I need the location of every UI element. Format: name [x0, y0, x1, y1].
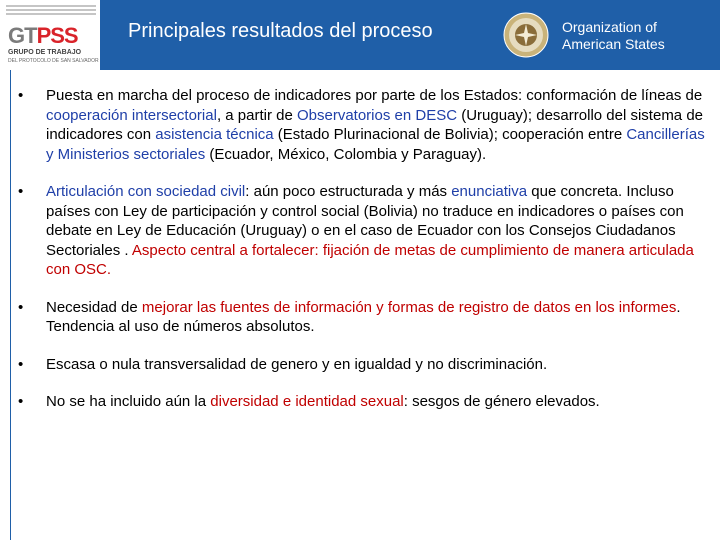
logo-letters: GTPSS	[8, 23, 78, 48]
bullet-item-sexual-diversity	[18, 392, 716, 412]
gtpss-logo	[6, 5, 100, 67]
bullet-item-civil-society	[18, 182, 716, 280]
bullet-text: Puesta en marcha del proceso de indicadores por parte de los Estados: conformación de líneas de	[46, 87, 703, 104]
slide-title: Principales resultados del proceso	[128, 20, 433, 42]
bullet-glyph: •	[18, 87, 24, 104]
highlight-blue: Observatorios en DESC	[296, 106, 458, 124]
logo-subtitle-2: DEL PROTOCOLO DE SAN SALVADOR	[8, 58, 99, 64]
logo-subtitle: GRUPO DE TRABAJO	[8, 49, 82, 56]
logo-stripes	[6, 5, 96, 17]
bullet-item-transversality	[18, 355, 716, 375]
bullet-text: (Uruguay); desarrollo del sistema de indicadores con	[46, 106, 704, 143]
slide-header	[0, 0, 720, 70]
bullet-glyph: •	[18, 298, 24, 316]
highlight-red: mejorar las fuentes de información y formas de registro de datos en los informes	[141, 298, 677, 316]
bullet-text: , a partir de	[216, 106, 297, 124]
oas-seal-icon	[503, 12, 549, 58]
oas-name	[562, 19, 665, 53]
bullet-text: : sesgos de género elevados.	[403, 393, 600, 410]
bullet-text: . Tendencia al uso de números absolutos.	[46, 298, 681, 335]
bullet-text: que concreta. Incluso países con Ley de participación y control social (Bolivia) no traduce en indicadores o países con debate en Ley de Educación (Uruguay) o en el caso de Ecuador con los Consejos Ciudadanos Sectoriales .	[46, 183, 684, 259]
bullet-text: No se ha incluido aún la	[46, 393, 211, 410]
highlight-blue: asistencia técnica	[155, 126, 274, 143]
highlight-blue: Articulación con sociedad civil	[46, 183, 246, 200]
oas-line-1: Organization of	[562, 19, 657, 35]
bullet-text: Escasa o nula transversalidad de genero y en igualdad y no discriminación.	[46, 355, 548, 373]
highlight-red: Aspecto central a fortalecer: fijación de metas de cumplimiento de manera articulada con OSC.	[46, 241, 694, 278]
highlight-blue: cooperación intersectorial	[46, 106, 217, 124]
bullet-glyph: •	[18, 393, 24, 410]
highlight-red: diversidad e identidad sexual	[210, 393, 404, 410]
bullet-item-implementation	[18, 86, 716, 164]
bullet-item-information-sources	[18, 298, 716, 337]
bullet-text: (Ecuador, México, Colombia y Paraguay).	[205, 145, 487, 163]
bullet-list	[18, 86, 716, 430]
highlight-blue: enunciativa	[451, 183, 528, 200]
bullet-glyph: •	[18, 183, 24, 200]
bullet-text: : aún poco estructurada y más	[245, 183, 452, 200]
oas-line-2: American States	[562, 36, 665, 52]
bullet-glyph: •	[18, 355, 24, 373]
left-rule	[10, 70, 11, 540]
highlight-blue: Cancillerías y Ministerios sectoriales	[46, 126, 705, 163]
bullet-text: Necesidad de	[46, 298, 142, 316]
bullet-text: (Estado Plurinacional de Bolivia); cooperación entre	[273, 126, 627, 143]
